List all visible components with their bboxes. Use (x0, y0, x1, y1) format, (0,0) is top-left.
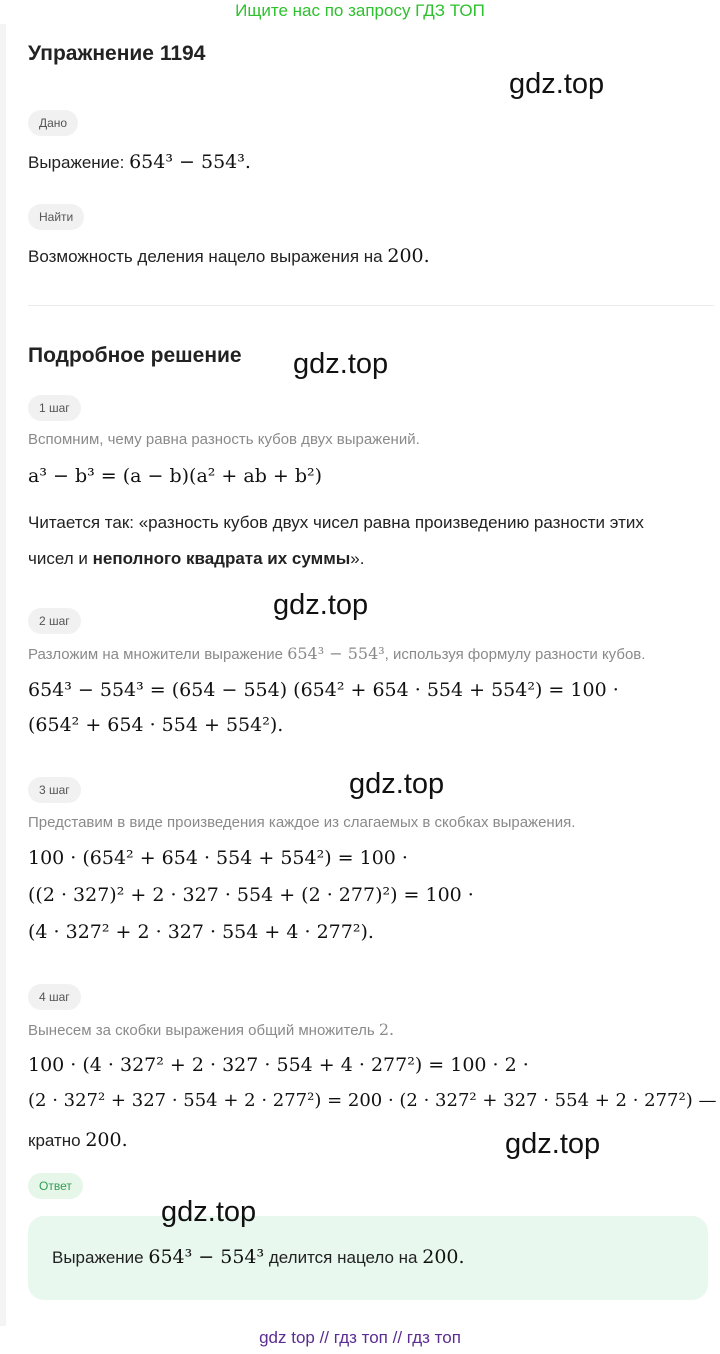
step-1-reading-line2 (28, 549, 364, 569)
given-badge: Дано (28, 110, 78, 136)
watermark: gdz.top (505, 1128, 601, 1160)
answer-expression: 654³ − 554³ (148, 1246, 265, 1268)
find-badge: Найти (28, 204, 84, 230)
section-divider (28, 305, 714, 306)
given-prefix: Выражение: (28, 153, 130, 172)
step-2-hint-a: Разложим на множители выражение (28, 646, 288, 663)
step-4-tail-text: кратно (28, 1131, 86, 1150)
footer-links[interactable]: gdz top // гдз топ // гдз топ (259, 1328, 461, 1347)
answer-number: 200. (422, 1246, 465, 1268)
step-4-badge: 4 шаг (28, 984, 81, 1010)
content-card (6, 24, 720, 1326)
step-3-badge: 3 шаг (28, 777, 81, 803)
step-2-hint-expr: 654³ − 554³ (287, 644, 385, 663)
step-3-line-1: 100 · (654² + 654 · 554 + 554²) = 100 · (28, 847, 408, 869)
answer-box (28, 1216, 708, 1300)
step-3-hint: Представим в виде произведения каждое из слагаемых в скобках выражения. (28, 814, 576, 831)
answer-mid: делится нацело на (264, 1248, 423, 1267)
step-1-reading-line1: Читается так: «разность кубов двух чисел равна произведению разности этих (28, 513, 644, 532)
solution-title: Подробное решение (28, 344, 242, 367)
step-1-hint: Вспомним, чему равна разность кубов двух выражений. (28, 431, 420, 448)
exercise-title: Упражнение 1194 (28, 42, 206, 65)
find-text (28, 245, 430, 267)
step-1-badge: 1 шаг (28, 395, 81, 421)
find-prefix: Возможность деления нацело выражения на (28, 247, 388, 266)
top-banner[interactable]: Ищите нас по запросу ГДЗ ТОП (235, 1, 485, 20)
step-4-line-1: 100 · (4 · 327² + 2 · 327 · 554 + 4 · 277²) = 100 · 2 · (28, 1054, 529, 1076)
step-2-hint (28, 644, 645, 663)
step-2-badge: 2 шаг (28, 608, 81, 634)
answer-prefix: Выражение (52, 1248, 149, 1267)
step-2-hint-c: , используя формулу разности кубов. (384, 646, 646, 663)
step-2-line-2: (654² + 654 · 554 + 554²). (28, 714, 284, 736)
step-4-tail (28, 1129, 128, 1151)
reading-bold: неполного квадрата их суммы (92, 549, 351, 568)
watermark: gdz.top (293, 348, 389, 380)
watermark: gdz.top (509, 68, 605, 100)
given-text (28, 151, 251, 173)
watermark: gdz.top (349, 768, 445, 800)
step-4-line-2: (2 · 327² + 327 · 554 + 2 · 277²) = 200 · (2 · 327² + 327 · 554 + 2 · 277²) — (28, 1090, 717, 1111)
answer-text (52, 1246, 465, 1268)
step-4-hint-a: Вынесем за скобки выражения общий множитель (28, 1022, 379, 1039)
watermark: gdz.top (273, 589, 369, 621)
answer-badge: Ответ (28, 1173, 83, 1199)
step-2-line-1: 654³ − 554³ = (654 − 554) (654² + 654 · 554 + 554²) = 100 · (28, 679, 619, 701)
reading-text-c: ». (350, 549, 365, 568)
watermark: gdz.top (161, 1196, 257, 1228)
find-number: 200. (387, 245, 430, 267)
step-4-tail-num: 200. (85, 1129, 128, 1151)
step-3-line-3: (4 · 327² + 2 · 327 · 554 + 4 · 277²). (28, 921, 374, 943)
given-expression: 654³ − 554³. (129, 151, 251, 173)
step-1-formula: a³ − b³ = (a − b)(a² + ab + b²) (28, 465, 323, 487)
step-3-line-2: ((2 · 327)² + 2 · 327 · 554 + (2 · 277)²) = 100 · (28, 884, 474, 906)
step-4-hint-num: 2. (378, 1020, 395, 1039)
reading-text-a: чисел и (28, 549, 93, 568)
step-4-hint (28, 1020, 394, 1039)
